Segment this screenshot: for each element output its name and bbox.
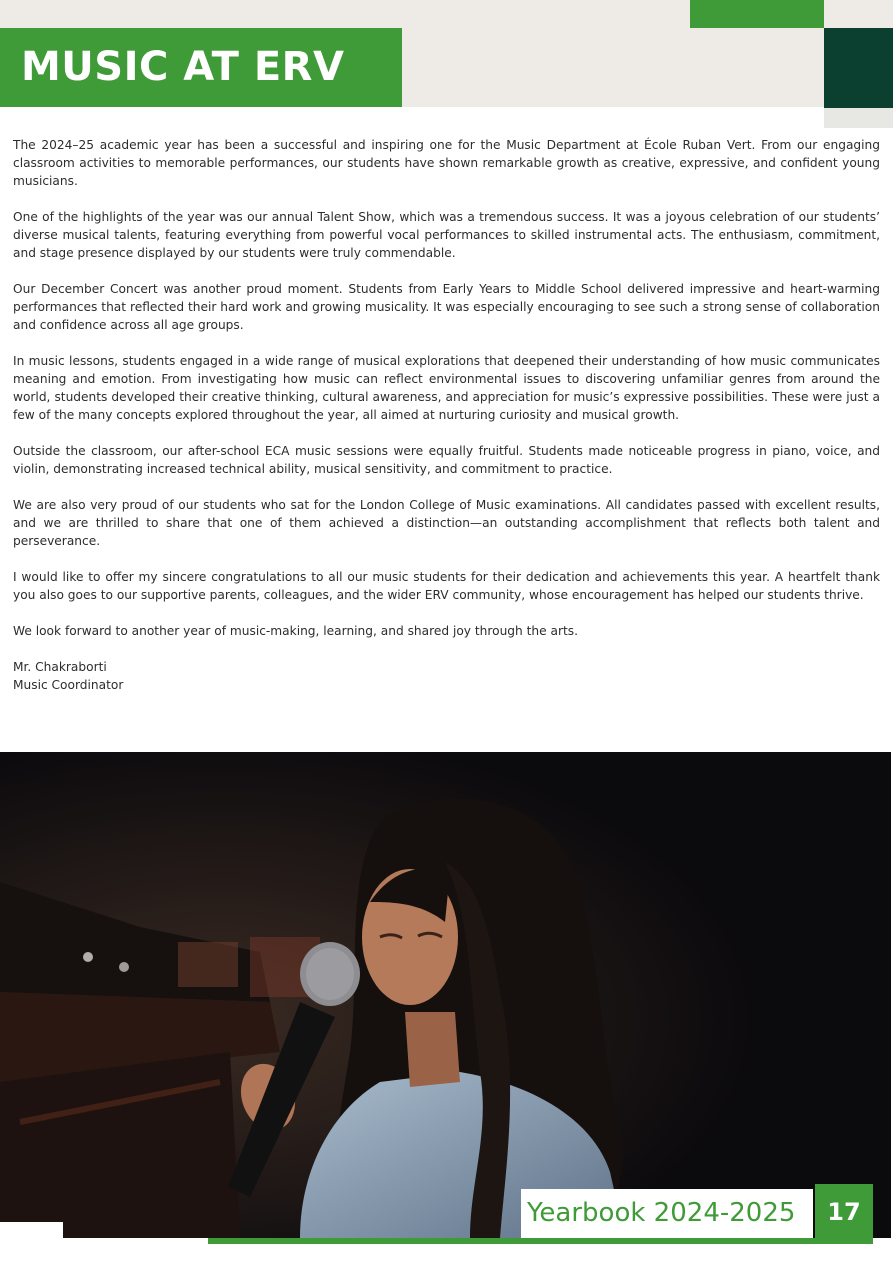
decorative-green-block — [690, 0, 824, 28]
page-number-badge — [815, 1184, 873, 1244]
footer-green-line — [208, 1238, 873, 1244]
paragraph-eca-sessions: Outside the classroom, our after-school ECA music sessions were equally fruitful. Students made noticeable progress in piano, voice, and violin, demonstrating increased technical ability, musical sensitivity, and commitment to practice. — [13, 444, 880, 476]
footer-label-box — [521, 1189, 813, 1238]
performance-photo — [0, 752, 891, 1238]
signature-role: Music Coordinator — [13, 678, 124, 692]
yearbook-label: Yearbook 2024-2025 — [527, 1198, 796, 1228]
paragraph-intro: The 2024–25 academic year has been a successful and inspiring one for the Music Department at École Ruban Vert. From our engaging classroom activities to memorable performances, our students have shown remarkable growth as creative, expressive, and confident young musicians. — [13, 138, 880, 188]
singer-illustration — [0, 752, 891, 1238]
page-number: 17 — [827, 1198, 861, 1226]
paragraph-december-concert: Our December Concert was another proud moment. Students from Early Years to Middle School delivered impressive and heart-warming performances that reflected their hard work and growing musicality. It was especially encouraging to see such a strong sense of collaboration and confidence across all age groups. — [13, 282, 880, 332]
paragraph-exams: We are also very proud of our students who sat for the London College of Music examinations. All candidates passed with excellent results, and we are thrilled to share that one of them achieved a distinction—an outstanding accomplishment that reflects both talent and perseverance. — [13, 498, 880, 548]
article-body — [13, 136, 880, 694]
paragraph-thanks: I would like to offer my sincere congratulations to all our music students for their dedication and achievements this year. A heartfelt thank you also goes to our supportive parents, colleagues, and the wider ERV community, whose encouragement has helped our students thrive. — [13, 570, 880, 602]
title-banner — [0, 28, 402, 107]
paragraph-closing: We look forward to another year of music-making, learning, and shared joy through the arts. — [13, 624, 579, 638]
decorative-gray-block — [824, 108, 893, 128]
paragraph-talent-show: One of the highlights of the year was our annual Talent Show, which was a tremendous success. It was a joyous celebration of our students’ diverse musical talents, featuring everything from powerful vocal performances to skilled instrumental acts. The enthusiasm, commitment, and stage presence displayed by our students were truly commendable. — [13, 210, 880, 260]
decorative-dark-green-block — [824, 28, 893, 108]
decorative-white-block — [0, 1222, 63, 1263]
page-title: MUSIC AT ERV — [21, 44, 345, 90]
paragraph-music-lessons: In music lessons, students engaged in a wide range of musical explorations that deepened their understanding of how music communicates meaning and emotion. From investigating how music can reflect environmental issues to discovering unfamiliar genres from around the world, students developed their creative thinking, cultural awareness, and appreciation for music’s expressive possibilities. These were just a few of the many concepts explored throughout the year, all aimed at nurturing curiosity and musical growth. — [13, 354, 880, 422]
signature-name: Mr. Chakraborti — [13, 660, 107, 674]
